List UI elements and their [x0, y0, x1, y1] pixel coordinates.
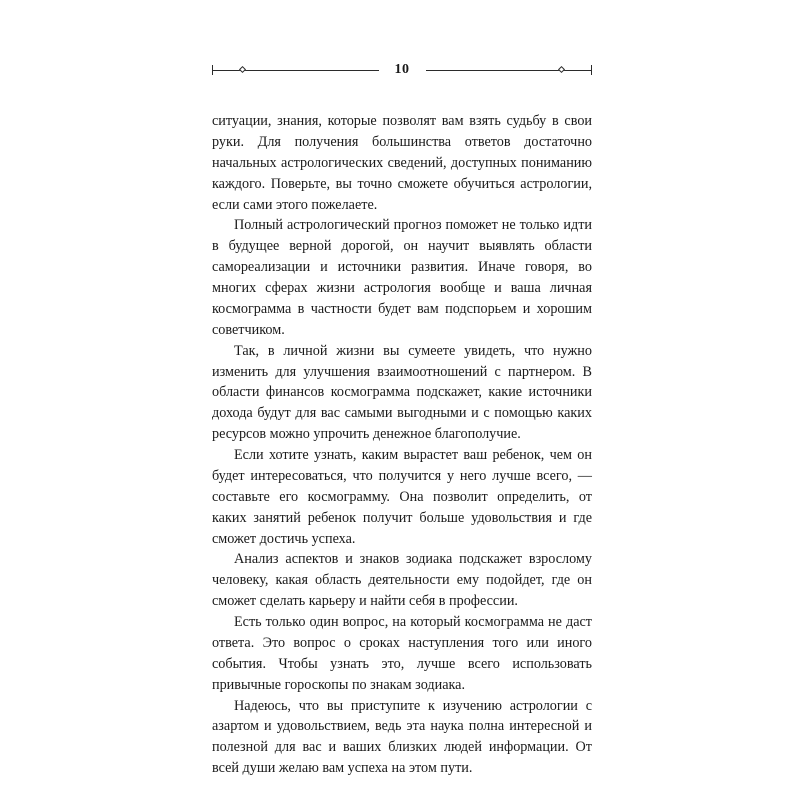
page-header-folio [212, 55, 592, 85]
paragraph: Так, в личной жизни вы сумеете увидеть, что нужно изменить для улучшения взаимоотношений с партнером. В области финансов космограмма подскажет, какие источники дохода будут для вас самыми выгодными и с помощью каких ресурсов можно упрочить денежное благополучие. [212, 342, 592, 443]
paragraph: Есть только один вопрос, на который космограмма не даст ответа. Это вопрос о сроках наступления того или иного события. Чтобы узнать это, лучше всего использовать привычные гороскопы по знакам зодиака. [212, 614, 592, 693]
folio-rule-right [426, 65, 593, 75]
diamond-icon [558, 66, 565, 73]
paragraph: Надеюсь, что вы приступите к изучению астрологии с азартом и удовольствием, ведь эта наука полна интересной и полезной для вас и ваших близких людей информации. От всей души желаю вам успеха на этом пути. [212, 697, 592, 777]
body-text [212, 111, 592, 779]
paragraph: Полный астрологический прогноз поможет не только идти в будущее верной дорогой, он научит выявлять области самореализации и источники развития. Иначе говоря, во многих сферах жизни астрология вообще и ваша личная космограмма в частности будет вам подспорьем и хорошим советчиком. [212, 217, 592, 338]
diamond-icon [239, 66, 246, 73]
folio-rule-cap-right [591, 65, 592, 75]
page-content-area [212, 55, 592, 779]
folio-rule-left [212, 65, 379, 75]
folio-rule-line-left [212, 70, 379, 71]
paragraph: Если хотите узнать, каким вырастет ваш ребенок, чем он будет интересоваться, что получится у него лучше всего, — составьте его космограмму. Она позволит определить, от каких занятий ребенок получит больше удовольствия и где сможет достичь успеха. [212, 447, 592, 547]
folio-rule-cap-left [212, 65, 213, 75]
page-number: 10 [394, 62, 410, 77]
paragraph: ситуации, знания, которые позволят вам взять судьбу в свои руки. Для получения большинства ответов достаточно начальных астрологических сведений, доступных пониманию каждого. Поверьте, вы точно сможете обучиться астрологии, если сами этого пожелаете. [212, 113, 592, 213]
paragraph: Анализ аспектов и знаков зодиака подскажет взрослому человеку, какая область деятельности ему подойдет, где он сможет сделать карьеру и найти себя в профессии. [212, 551, 592, 610]
folio-rule-line-right [426, 70, 593, 71]
